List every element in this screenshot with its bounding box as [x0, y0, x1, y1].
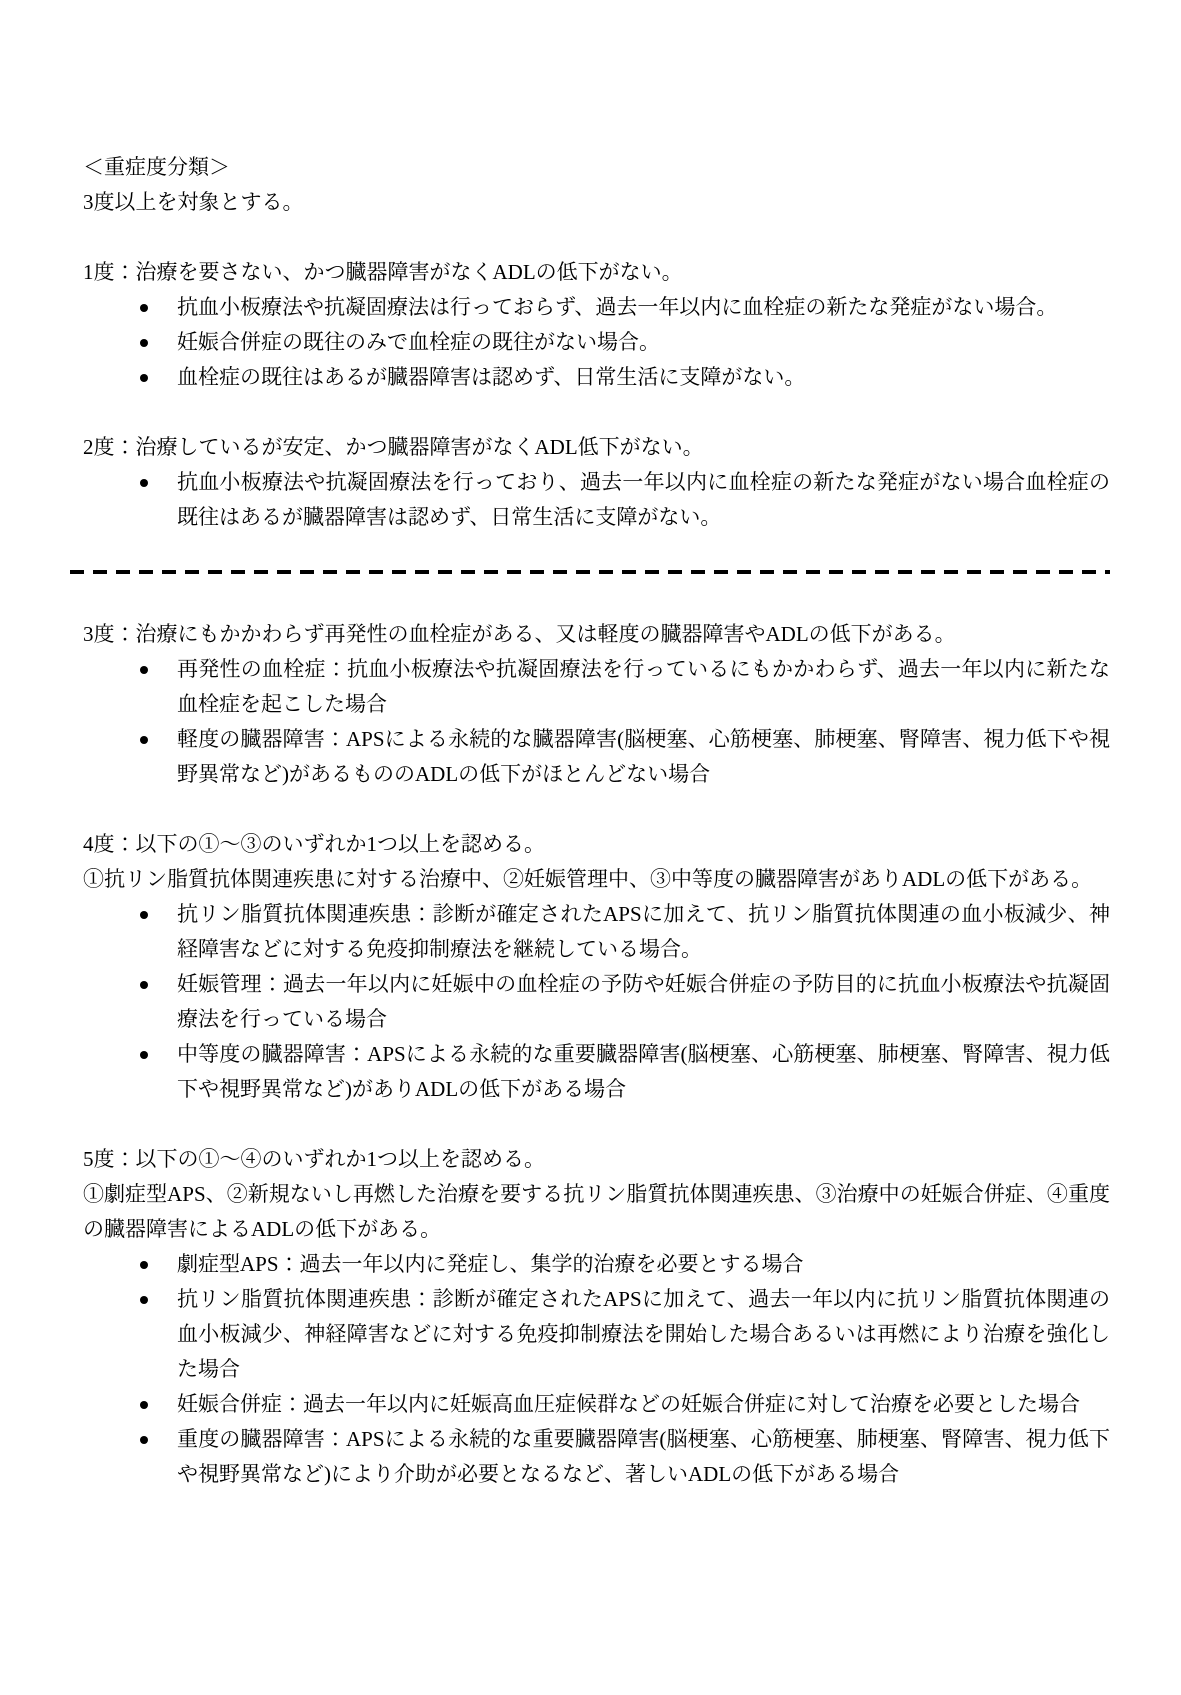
- grade-section: [83, 1142, 1110, 1492]
- bullet-text: 血栓症の既往はあるが臓器障害は認めず、日常生活に支障がない。: [177, 365, 806, 389]
- bullet-icon: [140, 479, 148, 487]
- page-title: ＜重症度分類＞: [83, 155, 230, 179]
- bullet-text: 抗血小板療法や抗凝固療法を行っており、過去一年以内に血栓症の新たな発症がない場合血栓症の既往はあるが臓器障害は認めず、日常生活に支障がない。: [177, 470, 1110, 529]
- bullet-icon: [140, 1436, 148, 1444]
- bullet-item: [83, 1282, 1110, 1387]
- bullet-item: [83, 722, 1110, 792]
- bullet-icon: [140, 1401, 148, 1409]
- bullet-item: [83, 1387, 1110, 1422]
- grade-heading: 3度：治療にもかかわらず再発性の血栓症がある、又は軽度の臓器障害やADLの低下がある。: [83, 622, 956, 646]
- bullet-icon: [140, 736, 148, 744]
- grade-heading: 4度：以下の①～③のいずれか1つ以上を認める。: [83, 832, 545, 856]
- grade-section: [83, 255, 1110, 395]
- dashed-divider: [70, 570, 1110, 574]
- page-subtitle: 3度以上を対象とする。: [83, 190, 304, 214]
- bullet-text: 軽度の臓器障害：APSによる永続的な臓器障害(脳梗塞、心筋梗塞、肺梗塞、腎障害、視力低下や視野異常など)があるもののADLの低下がほとんどない場合: [177, 727, 1110, 786]
- bullet-item: [83, 1037, 1110, 1107]
- bullet-icon: [140, 304, 148, 312]
- bullet-text: 妊娠合併症の既往のみで血栓症の既往がない場合。: [177, 330, 660, 354]
- bullet-item: [83, 465, 1110, 535]
- bullet-text: 妊娠合併症：過去一年以内に妊娠高血圧症候群などの妊娠合併症に対して治療を必要とした場合: [177, 1392, 1080, 1416]
- grade-section: [83, 430, 1110, 535]
- bullet-icon: [140, 1296, 148, 1304]
- bullet-item: [83, 290, 1110, 325]
- bullet-icon: [140, 339, 148, 347]
- bullet-icon: [140, 911, 148, 919]
- bullet-text: 中等度の臓器障害：APSによる永続的な重要臓器障害(脳梗塞、心筋梗塞、肺梗塞、腎障害、視力低下や視野異常など)がありADLの低下がある場合: [177, 1042, 1110, 1101]
- bullet-list: [83, 465, 1110, 535]
- grade-section: [83, 617, 1110, 792]
- grade-heading: 1度：治療を要さない、かつ臓器障害がなくADLの低下がない。: [83, 260, 683, 284]
- bullet-icon: [140, 1261, 148, 1269]
- bullet-item: [83, 1422, 1110, 1492]
- bullet-list: [83, 897, 1110, 1107]
- grade-intro: ①抗リン脂質抗体関連疾患に対する治療中、②妊娠管理中、③中等度の臓器障害がありADLの低下がある。: [83, 867, 1093, 891]
- bullet-icon: [140, 374, 148, 382]
- bullet-item: [83, 325, 1110, 360]
- bullet-text: 重度の臓器障害：APSによる永続的な重要臓器障害(脳梗塞、心筋梗塞、肺梗塞、腎障害、視力低下や視野異常など)により介助が必要となるなど、著しいADLの低下がある場合: [177, 1427, 1110, 1486]
- bullet-icon: [140, 981, 148, 989]
- bullet-text: 抗血小板療法や抗凝固療法は行っておらず、過去一年以内に血栓症の新たな発症がない場合。: [177, 295, 1058, 319]
- bullet-text: 抗リン脂質抗体関連疾患：診断が確定されたAPSに加えて、抗リン脂質抗体関連の血小板減少、神経障害などに対する免疫抑制療法を継続している場合。: [177, 902, 1110, 961]
- bullet-icon: [140, 1051, 148, 1059]
- bullet-icon: [140, 666, 148, 674]
- bullet-item: [83, 652, 1110, 722]
- bullet-text: 妊娠管理：過去一年以内に妊娠中の血栓症の予防や妊娠合併症の予防目的に抗血小板療法や抗凝固療法を行っている場合: [177, 972, 1110, 1031]
- bullet-text: 劇症型APS：過去一年以内に発症し、集学的治療を必要とする場合: [177, 1252, 804, 1276]
- grade-intro: ①劇症型APS、②新規ないし再燃した治療を要する抗リン脂質抗体関連疾患、③治療中の妊娠合併症、④重度の臓器障害によるADLの低下がある。: [83, 1182, 1110, 1241]
- bullet-item: [83, 967, 1110, 1037]
- bullet-list: [83, 652, 1110, 792]
- grade-sections: [83, 255, 1110, 1492]
- bullet-list: [83, 1247, 1110, 1492]
- bullet-text: 再発性の血栓症：抗血小板療法や抗凝固療法を行っているにもかかわらず、過去一年以内に新たな血栓症を起こした場合: [177, 657, 1110, 716]
- grade-section: [83, 827, 1110, 1107]
- bullet-item: [83, 897, 1110, 967]
- grade-heading: 2度：治療しているが安定、かつ臓器障害がなくADL低下がない。: [83, 435, 704, 459]
- grade-heading: 5度：以下の①～④のいずれか1つ以上を認める。: [83, 1147, 545, 1171]
- bullet-text: 抗リン脂質抗体関連疾患：診断が確定されたAPSに加えて、過去一年以内に抗リン脂質抗体関連の血小板減少、神経障害などに対する免疫抑制療法を開始した場合あるいは再燃により治療を強化した場合: [177, 1287, 1110, 1381]
- bullet-list: [83, 290, 1110, 395]
- document-header: [83, 150, 1110, 220]
- bullet-item: [83, 360, 1110, 395]
- bullet-item: [83, 1247, 1110, 1282]
